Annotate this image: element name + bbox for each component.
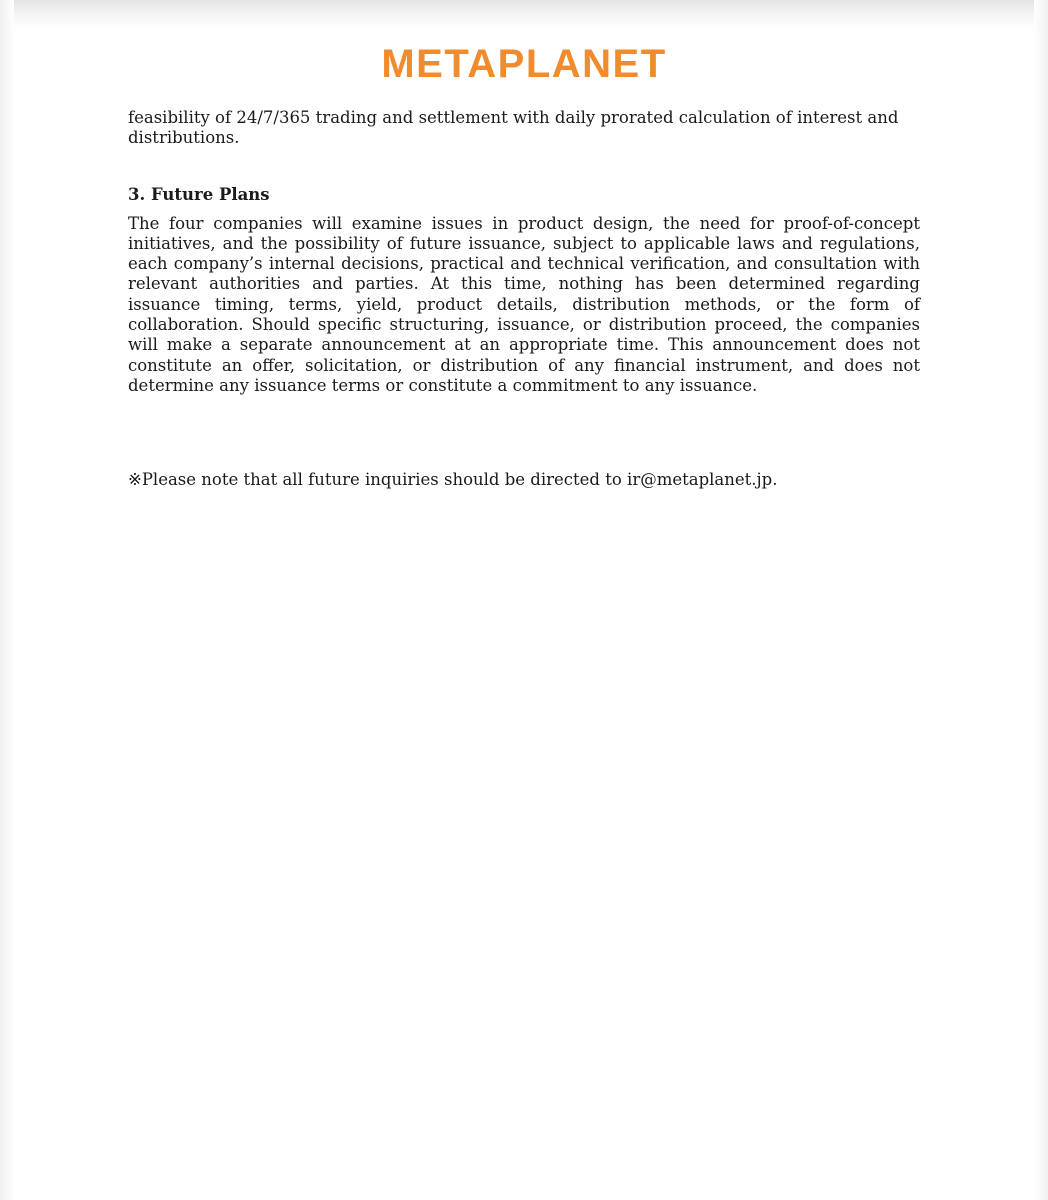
section-body-future-plans: The four companies will examine issues in product design, the need for proof-of-concept initiatives, and the possibility of future issuance, subject to applicable laws and regulations, each company’s internal decisions, practical and technical verification, and consultation with relevant authorities and parties. At this time, nothing has been determined regarding issuance timing, terms, yield, product details, distribution methods, or the form of collaboration. Should specific structuring, issuance, or distribution proceed, the companies will make a separate announcement at an appropriate time. This announcement does not constitute an offer, solicitation, or distribution of any financial instrument, and does not determine any issuance terms or constitute a commitment to any issuance. xyxy=(128,213,920,395)
document-body xyxy=(128,108,920,491)
page-top-shadow xyxy=(0,0,1048,30)
page-left-edge xyxy=(0,0,14,1200)
continued-paragraph: feasibility of 24/7/365 trading and settlement with daily prorated calculation of interest and distributions. xyxy=(128,108,899,148)
metaplanet-logo-mark xyxy=(379,42,669,82)
logo-text: METAPLANET xyxy=(381,42,667,82)
inquiries-note: ※Please note that all future inquiries should be directed to ir@metaplanet.jp. xyxy=(128,470,778,490)
page-right-edge xyxy=(1034,0,1048,1200)
metaplanet-logo xyxy=(0,42,1048,86)
section-heading-future-plans: 3. Future Plans xyxy=(128,184,270,204)
